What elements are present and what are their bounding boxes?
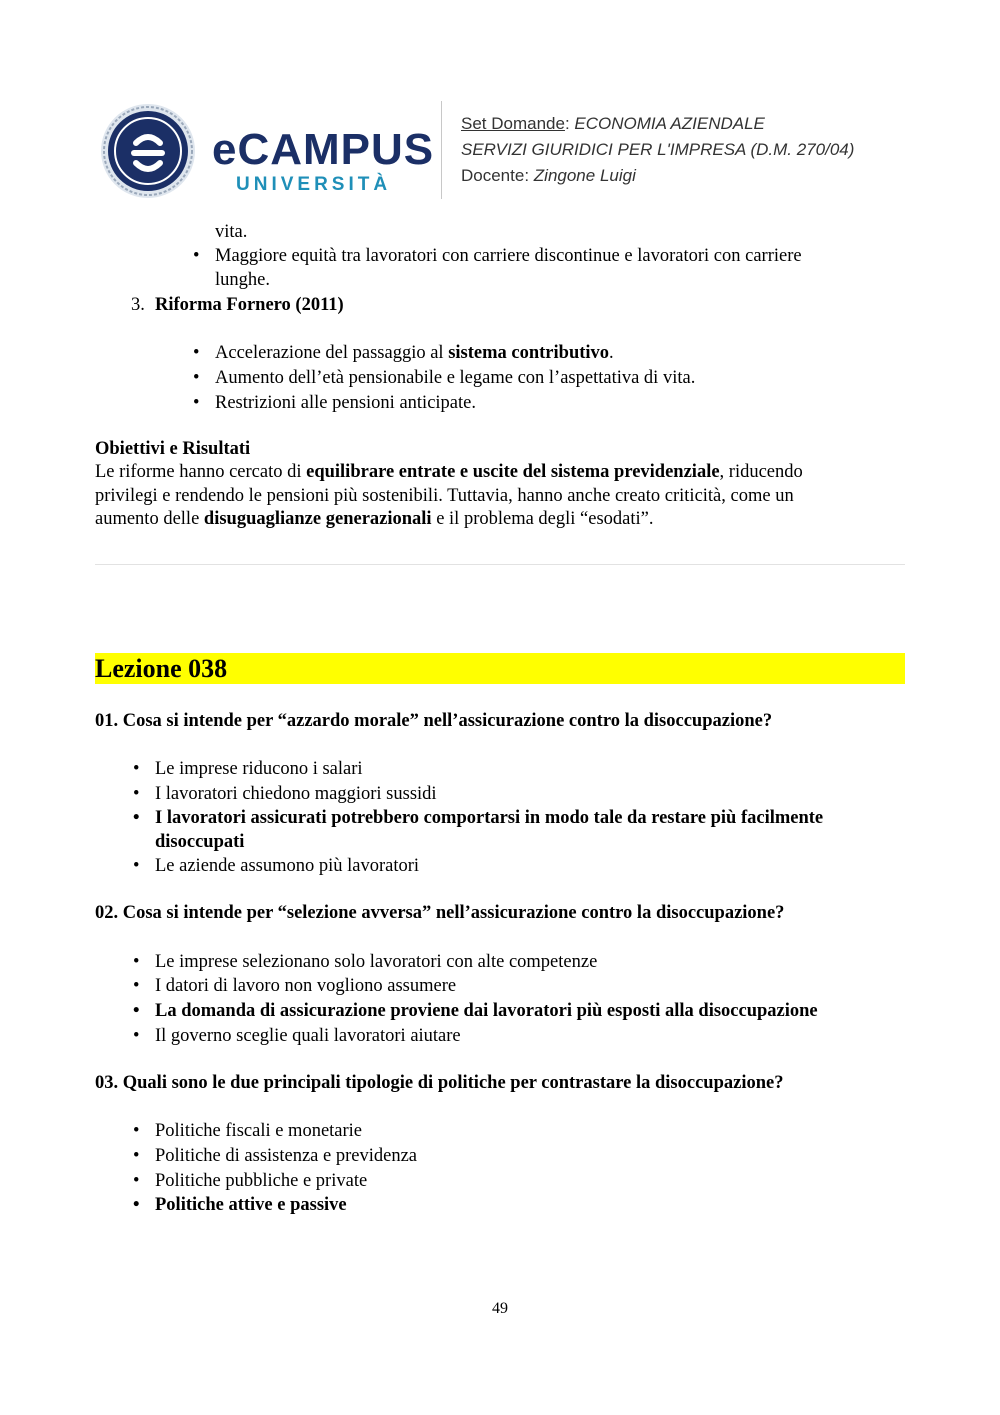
list-item: • Aumento dell’età pensionabile e legame con l’aspettativa di vita. [215, 366, 695, 390]
question-title: 01. Cosa si intende per “azzardo morale” nell’assicurazione contro la disoccupazione? [95, 711, 773, 731]
list-item: • Accelerazione del passaggio al sistema contributivo. [215, 341, 614, 365]
answer-option: • Il governo sceglie quali lavoratori aiutare [155, 1024, 461, 1048]
header-divider [441, 101, 442, 199]
list-item: • Restrizioni alle pensioni anticipate. [215, 391, 476, 415]
answer-option: • Politiche fiscali e monetarie [155, 1119, 362, 1143]
brand-name: eCAMPUS [212, 125, 435, 174]
answer-option: • Politiche pubbliche e private [155, 1169, 367, 1193]
answer-option: • I lavoratori chiedono maggiori sussidi [155, 782, 437, 806]
brand-logo [212, 125, 435, 195]
set-domande-line [461, 111, 854, 137]
answer-option-correct: • I lavoratori assicurati potrebbero comportarsi in modo tale da restare più facilmente disoccupati [155, 806, 895, 854]
set-value: ECONOMIA AZIENDALE [574, 114, 765, 133]
question-title: 03. Quali sono le due principali tipologie di politiche per contrastare la disoccupazione? [95, 1073, 784, 1093]
item-title: Riforma Fornero (2011) [155, 295, 344, 315]
paragraph-line: aumento delle disuguaglianze generazionali e il problema degli “esodati”. [95, 509, 654, 529]
paragraph-line: privilegi e rendendo le pensioni più sostenibili. Tuttavia, hanno anche creato criticità, come un [95, 486, 794, 506]
answer-option: • Le aziende assumono più lavoratori [155, 854, 419, 878]
docente-colon: : [524, 166, 534, 185]
answer-option: • Politiche di assistenza e previdenza [155, 1144, 417, 1168]
section-heading: Obiettivi e Risultati [95, 439, 251, 459]
docente-label: Docente [461, 166, 525, 185]
brand-subtitle: UNIVERSITÀ [236, 174, 392, 195]
set-colon: : [564, 114, 575, 133]
answer-option: • I datori di lavoro non vogliono assumere [155, 974, 456, 998]
list-item: • Maggiore equità tra lavoratori con carriere discontinue e lavoratori con carriere lunghe. [215, 244, 895, 292]
answer-option: • Le imprese riducono i salari [155, 757, 363, 781]
lesson-title: Lezione 038 [95, 654, 228, 683]
item-number: 3. [131, 295, 145, 315]
answer-option-correct: • La domanda di assicurazione proviene dai lavoratori più esposti alla disoccupazione [155, 999, 818, 1023]
continuation-text: vita. [215, 222, 248, 242]
set-label: Set Domande [461, 114, 565, 133]
docente-value: Zingone Luigi [533, 166, 636, 185]
header-info [461, 111, 854, 189]
university-seal-logo [100, 103, 196, 199]
answer-option: • Le imprese selezionano solo lavoratori con alte competenze [155, 950, 597, 974]
question-title: 02. Cosa si intende per “selezione avversa” nell’assicurazione contro la disoccupazione? [95, 903, 785, 923]
paragraph-line: Le riforme hanno cercato di equilibrare entrate e uscite del sistema previdenziale, riducendo [95, 462, 803, 482]
course-line: SERVIZI GIURIDICI PER L'IMPRESA (D.M. 270/04) [461, 140, 855, 159]
section-divider [95, 564, 905, 565]
page-number: 49 [492, 1300, 508, 1317]
docente-line [461, 163, 854, 189]
answer-option-correct: • Politiche attive e passive [155, 1193, 347, 1217]
